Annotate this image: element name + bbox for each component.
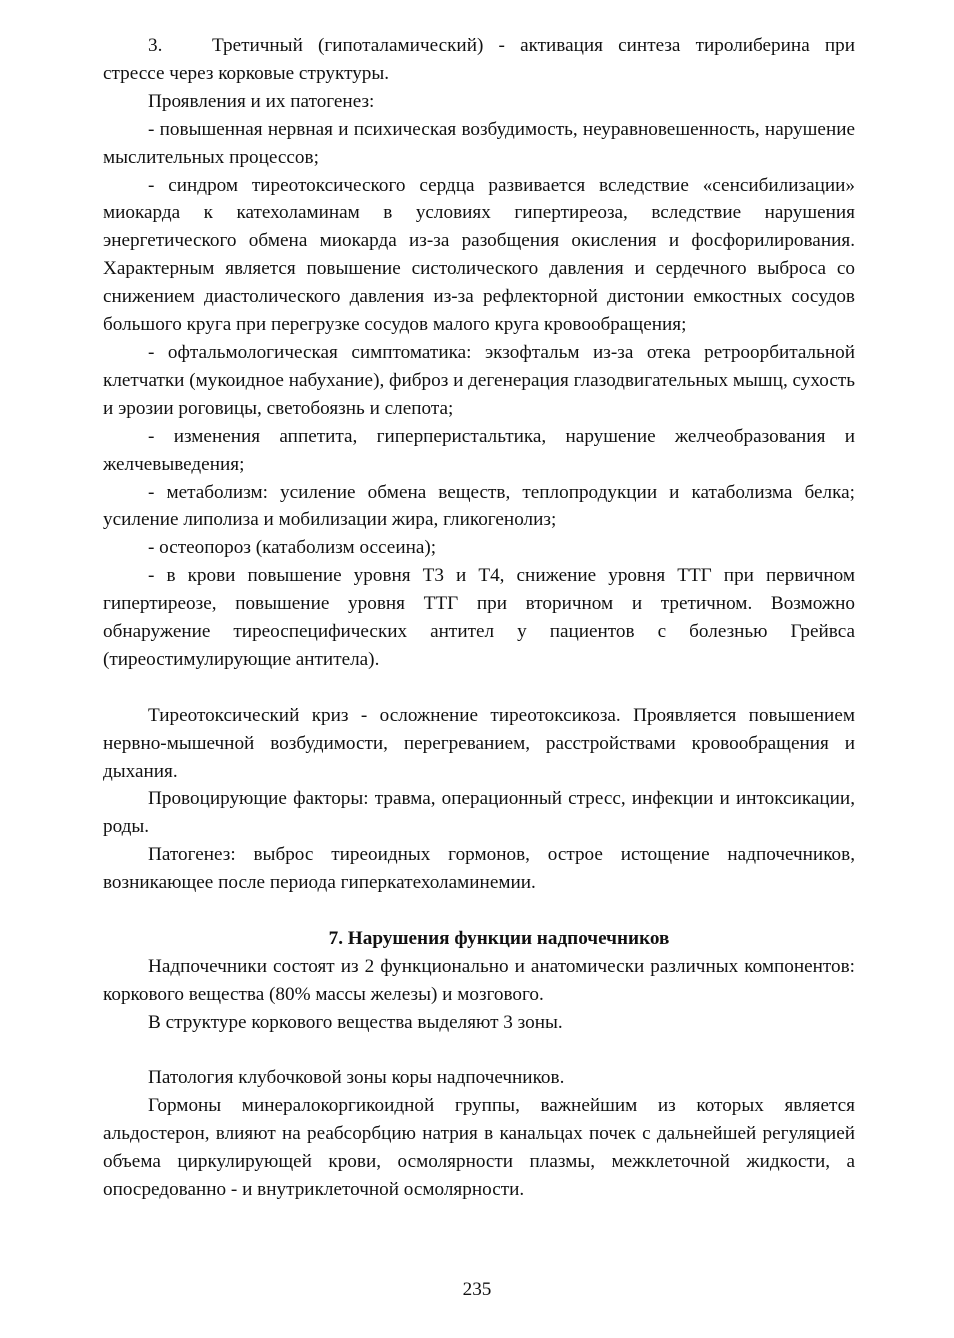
crisis-paragraph: Патогенез: выброс тиреоидных гормонов, острое истощение надпочечников, возникающее после периода гиперкатехоламинемии. xyxy=(103,844,855,894)
crisis-paragraph: Тиреотоксический криз - осложнение тиреотоксикоза. Проявляется повышением нервно-мышечной возбудимости, перегреванием, расстройствами кровообращения и дыхания. xyxy=(103,704,855,782)
manifestation-item: - повышенная нервная и психическая возбудимость, неуравновешенность, нарушение мыслительных процессов; xyxy=(103,118,855,168)
manifestation-item: - изменения аппетита, гиперперистальтика, нарушение желчеобразования и желчевыведения; xyxy=(103,425,855,475)
page-number: 235 xyxy=(462,1279,492,1300)
paragraph-spacer xyxy=(103,897,855,925)
list-number: 3. xyxy=(148,35,163,56)
final-paragraph: Гормоны минералокоргикоидной группы, важнейшим из которых является альдостерон, влияют на реабсорбцию натрия в канальцах почек с дальнейшей регуляцией объема циркулирующей крови, осмолярности плазмы, межклеточной жидкости, а опосредованно - и внутриклеточной осмолярности. xyxy=(103,1095,855,1201)
manifestations-heading: Проявления и их патогенез: xyxy=(148,90,375,112)
manifestation-item: - остеопороз (катаболизм оссеина); xyxy=(148,537,437,559)
manifestation-item: - офтальмологическая симптоматика: экзофтальм из-за отека ретроорбитальной клетчатки (мукоидное набухание), фиброз и дегенерация глазодвигательных мышц, сухость и эрозии роговицы, светобоязнь и слепота; xyxy=(103,341,855,419)
manifestation-item: - в крови повышение уровня Т3 и Т4, снижение уровня ТТГ при первичном гипертиреозе, повышение уровня ТТГ при вторичном и третичном. Возможно обнаружение тиреоспецифических антител у пациентов с болезнью Грейвса (тиреостимулирующие антитела). xyxy=(103,565,855,670)
paragraph-spacer xyxy=(103,674,855,702)
section-paragraph: В структуре коркового вещества выделяют 3 зоны. xyxy=(148,1011,563,1033)
section-paragraph: Надпочечники состоят из 2 функционально и анатомически различных компонентов: коркового вещества (80% массы железы) и мозгового. xyxy=(103,955,855,1005)
page-body xyxy=(103,32,855,1204)
intro-paragraph xyxy=(103,32,855,88)
section-heading: 7. Нарушения функции надпочечников xyxy=(328,927,670,949)
manifestation-item: - метаболизм: усиление обмена веществ, теплопродукции и катаболизма белка; усиление липолиза и мобилизации жира, гликогенолиз; xyxy=(103,481,855,531)
crisis-paragraph: Провоцирующие факторы: травма, операционный стресс, инфекции и интоксикации, роды. xyxy=(103,788,855,838)
manifestation-item: - синдром тиреотоксического сердца развивается вследствие «сенсибилизации» миокарда к катехоламинам в условиях гипертиреоза, вследствие нарушения энергетического обмена миокарда из-за разобщения окисления и фосфорилирования. Характерным является повышение систолического давления и сердечного выброса со снижением диастолического давления из-за рефлекторной дистонии емкостных сосудов большого круга при перегрузке сосудов малого круга кровообращения; xyxy=(103,174,855,336)
final-paragraph: Патология клубочковой зоны коры надпочечников. xyxy=(148,1067,565,1089)
paragraph-spacer xyxy=(103,1037,855,1065)
intro-text: Третичный (гипоталамический) - активация синтеза тиролиберина при стрессе через корковые структуры. xyxy=(103,35,855,84)
